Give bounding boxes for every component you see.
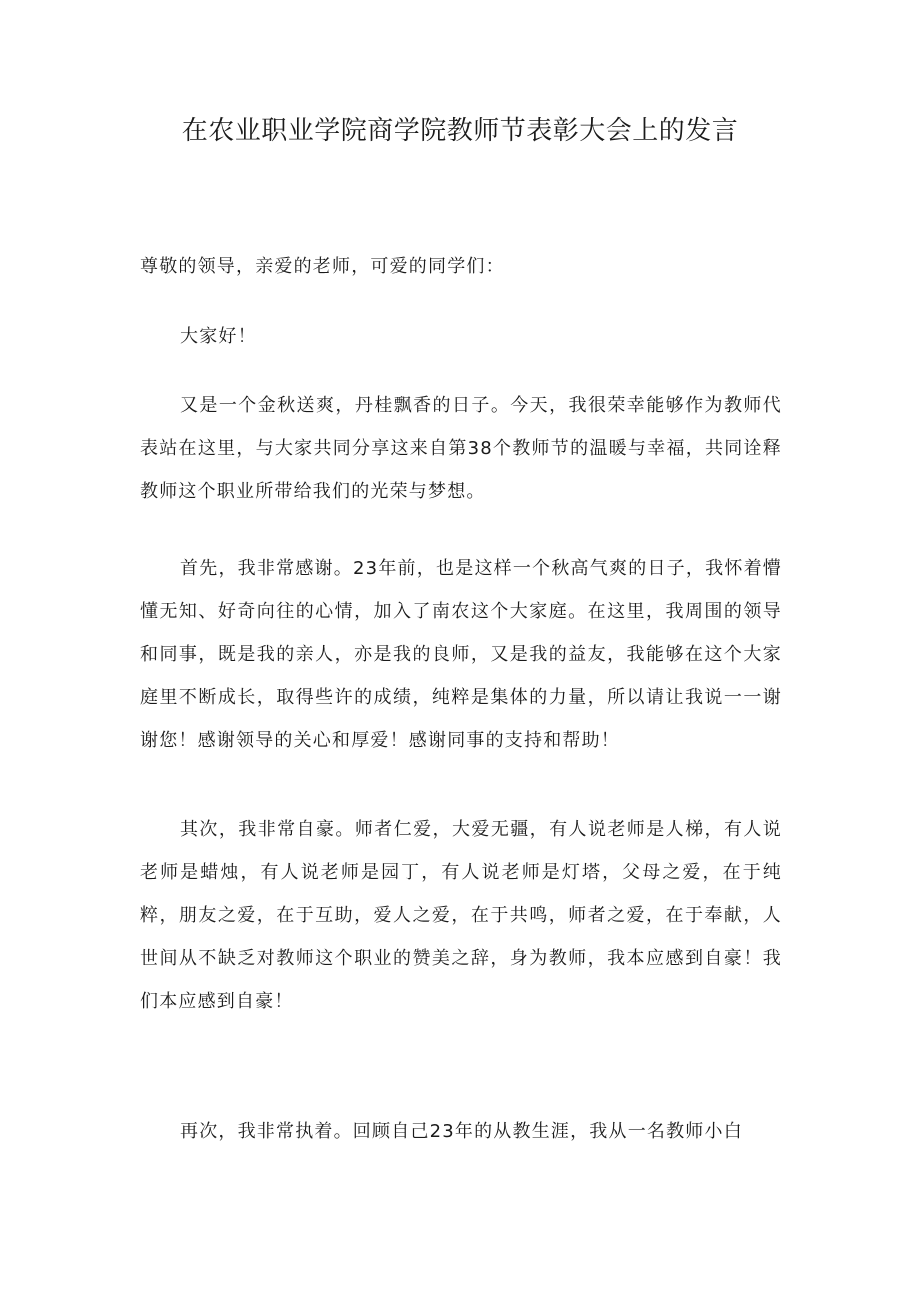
paragraph-pride: 其次，我非常自豪。师者仁爱，大爱无疆，有人说老师是人梯，有人说老师是蜡烛，有人说老师是园丁，有人说老师是灯塔，父母之爱，在于纯粹，朋友之爱，在于互助，爱人之爱，在于共鸣，师者之爱，在于奉献，人世间从不缺乏对教师这个职业的赞美之辞，身为教师，我本应感到自豪！我们本应感到自豪！ <box>140 819 782 1012</box>
paragraph-opening: 又是一个金秋送爽，丹桂飘香的日子。今天，我很荣幸能够作为教师代表站在这里，与大家共同分享这来自第38个教师节的温暖与幸福，共同诠释教师这个职业所带给我们的光荣与梦想。 <box>140 395 782 502</box>
salutation: 尊敬的领导，亲爱的老师，可爱的同学们： <box>140 256 505 277</box>
paragraph-persistence: 再次，我非常执着。回顾自己23年的从教生涯，我从一名教师小白 <box>180 1121 743 1142</box>
document-title: 在农业职业学院商学院教师节表彰大会上的发言 <box>181 116 739 146</box>
paragraph-gratitude: 首先，我非常感谢。23年前，也是这样一个秋高气爽的日子，我怀着懵懂无知、好奇向往的心情，加入了南农这个大家庭。在这里，我周围的领导和同事，既是我的亲人，亦是我的良师，又是我的益友，我能够在这个大家庭里不断成长，取得些许的成绩，纯粹是集体的力量，所以请让我说一一谢谢您！感谢领导的关心和厚爱！感谢同事的支持和帮助！ <box>140 558 782 751</box>
greeting: 大家好！ <box>180 326 257 347</box>
